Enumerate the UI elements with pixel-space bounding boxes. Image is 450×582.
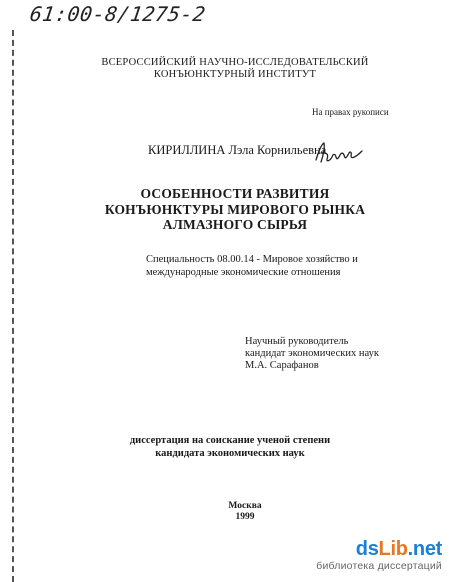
dslib-watermark	[316, 538, 442, 572]
place-and-year	[180, 501, 310, 523]
year: 1999	[235, 512, 255, 522]
advisor-name: М.А. Сарафанов	[245, 360, 319, 371]
institution-name	[60, 57, 410, 81]
signature	[313, 140, 365, 173]
advisor-role: Научный руководитель	[245, 336, 349, 347]
logo-part-ds: ds	[355, 538, 379, 560]
archive-code: 61:00-8/1275-2	[28, 2, 208, 26]
city: Москва	[228, 501, 262, 511]
institution-line-1: ВСЕРОССИЙСКИЙ НАУЧНО-ИССЛЕДОВАТЕЛЬСКИЙ	[101, 57, 369, 68]
rights-note: На правах рукописи	[312, 107, 389, 117]
dissertation-title	[60, 186, 410, 233]
speciality-line-1: Специальность 08.00.14 - Мировое хозяйство и	[146, 254, 358, 265]
author-name: КИРИЛЛИНА Лэла Корнильевна	[148, 143, 327, 157]
degree-line-1: диссертация на соискание ученой степени	[129, 435, 331, 446]
advisor-degree: кандидат экономических наук	[245, 348, 379, 359]
speciality-line-2: международные экономические отношения	[146, 266, 341, 278]
logo-part-net: .net	[407, 538, 442, 560]
degree-line-2: кандидата экономических наук	[155, 448, 305, 459]
scan-edge-artifact	[12, 30, 14, 582]
degree-statement	[60, 434, 400, 460]
institution-line-2: КОНЪЮНКТУРНЫЙ ИНСТИТУТ	[153, 69, 317, 80]
scientific-advisor	[245, 336, 379, 372]
title-line-2: КОНЪЮНКТУРЫ МИРОВОГО РЫНКА	[104, 201, 366, 217]
logo-part-lib: Lib	[378, 538, 408, 560]
title-line-3: АЛМАЗНОГО СЫРЬЯ	[162, 217, 308, 232]
speciality	[146, 254, 358, 279]
dslib-logo	[316, 538, 442, 560]
dslib-subtitle: библиотека диссертаций	[316, 560, 442, 572]
title-line-1: ОСОБЕННОСТИ РАЗВИТИЯ	[140, 186, 330, 201]
